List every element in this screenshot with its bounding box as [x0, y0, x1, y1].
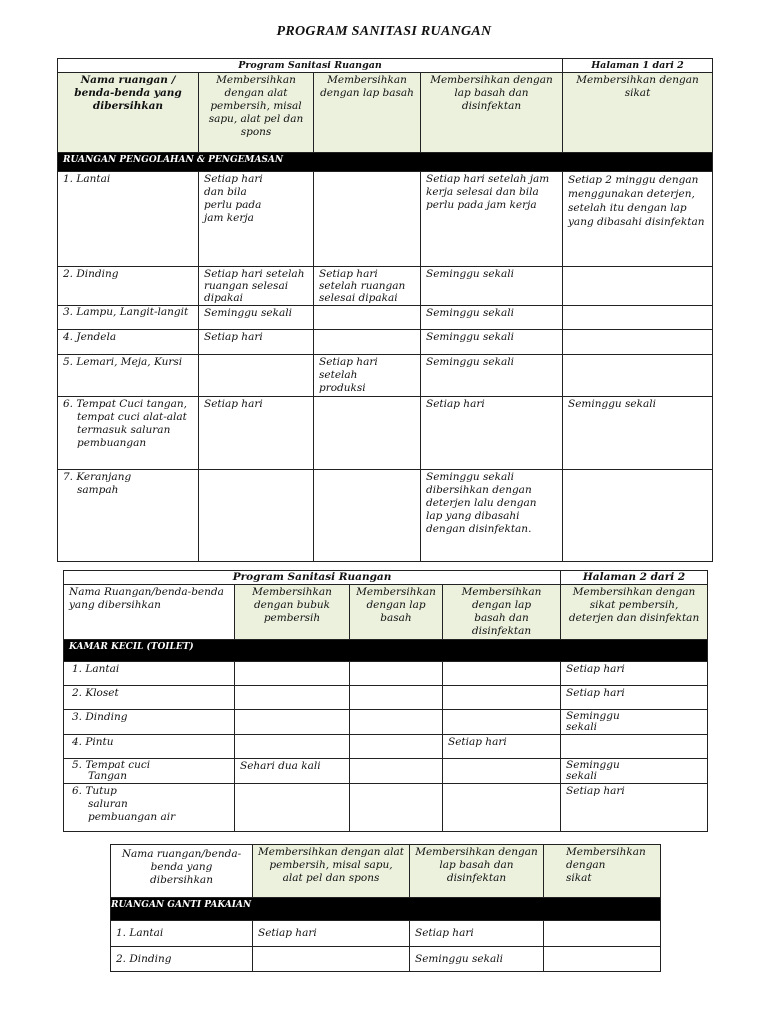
cell-brush: Seminggu sekali: [563, 397, 713, 470]
page-number: Halaman 1 dari 2: [563, 59, 713, 73]
row-item-continuation: saluran pembuangan air: [88, 798, 176, 823]
row-item: [64, 784, 235, 832]
cell-brush-detergent: [561, 735, 708, 759]
table-row: [58, 355, 713, 397]
row-item: 3. Dinding: [64, 710, 235, 735]
column-header-row: [111, 845, 661, 898]
column-header-wet-cloth: Membersihkan dengan lap basah: [314, 73, 421, 153]
section-title: RUANGAN GANTI PAKAIAN: [111, 898, 661, 921]
cell-wet-cloth: [350, 662, 443, 686]
sanitation-table-changing-room: [110, 844, 661, 972]
program-title: Program Sanitasi Ruangan: [64, 571, 561, 585]
row-item: 5. Lemari, Meja, Kursi: [58, 355, 199, 397]
sanitation-table-page-1: [57, 58, 713, 562]
column-header-room: Nama ruangan / benda-benda yang dibersihkan: [58, 73, 199, 153]
table-row: [58, 470, 713, 562]
table-row: [64, 784, 708, 832]
row-item-continuation: Tangan: [88, 770, 127, 782]
cell-wet-cloth: [314, 470, 421, 562]
row-item-label: 5. Tempat cuci: [72, 759, 151, 771]
cell-wet-cloth-disinfectant: [443, 662, 561, 686]
program-title: Program Sanitasi Ruangan: [58, 59, 563, 73]
section-header-row: [64, 640, 708, 662]
cell-wet-cloth: [350, 735, 443, 759]
cell-brush-detergent: Seminggu sekali: [561, 759, 708, 784]
cell-wet-cloth: Setiap hari setelah ruangan selesai dipakai: [314, 267, 421, 306]
row-item: 1. Lantai: [58, 172, 199, 267]
cell-tools: [253, 947, 410, 972]
cell-brush-detergent: Seminggu sekali: [561, 710, 708, 735]
cell-brush-detergent: Setiap hari: [561, 662, 708, 686]
section-header-row: [58, 153, 713, 172]
cell-wet-cloth: [314, 397, 421, 470]
row-item: 2. Dinding: [58, 267, 199, 306]
row-item: 1. Lantai: [64, 662, 235, 686]
cell-brush: Setiap 2 minggu dengan menggunakan deterjen, setelah itu dengan lap yang dibasahi disinfektan: [563, 172, 713, 267]
table-row: [58, 267, 713, 306]
cell-wet-cloth-disinfectant: Seminggu sekali dibersihkan dengan deterjen lalu dengan lap yang dibasahi dengan disinfektan.: [421, 470, 563, 562]
cell-wet-cloth: [314, 306, 421, 330]
cell-brush: [563, 330, 713, 355]
cell-wet-cloth: [350, 784, 443, 832]
cell-wet-cloth-disinfectant: Setiap hari: [410, 921, 544, 947]
column-header-powder: Membersihkan dengan bubuk pembersih: [235, 585, 350, 640]
table-row: [64, 759, 708, 784]
section-header-row: [111, 898, 661, 921]
cell-brush: [544, 947, 661, 972]
cell-wet-cloth-disinfectant: Seminggu sekali: [421, 267, 563, 306]
row-item-continuation: tempat cuci alat-alat termasuk saluran pembuangan: [77, 411, 187, 449]
table-row: [64, 662, 708, 686]
row-item: 3. Lampu, Langit-langit: [58, 306, 199, 330]
cell-wet-cloth-disinfectant: [443, 759, 561, 784]
cell-brush: [563, 267, 713, 306]
cell-tools: Setiap hari dan bila perlu pada jam kerja: [199, 172, 314, 267]
cell-wet-cloth: [350, 710, 443, 735]
section-title: KAMAR KECIL (TOILET): [64, 640, 708, 662]
column-header-tools: Membersihkan dengan alat pembersih, misal sapu, alat pel dan spons: [199, 73, 314, 153]
row-item: 2. Kloset: [64, 686, 235, 710]
cell-tools: Setiap hari: [199, 330, 314, 355]
cell-powder: Sehari dua kali: [235, 759, 350, 784]
cell-wet-cloth: [350, 759, 443, 784]
cell-powder: [235, 686, 350, 710]
cell-brush-detergent: Setiap hari: [561, 784, 708, 832]
column-header-room: Nama Ruangan/benda-benda yang dibersihkan: [64, 585, 235, 640]
cell-wet-cloth: Setiap hari setelah produksi: [314, 355, 421, 397]
column-header-wet-cloth-disinfectant: Membersihkan dengan lap basah dan disinfektan: [410, 845, 544, 898]
table-row: [58, 330, 713, 355]
column-header-row: [64, 585, 708, 640]
program-header-row: [64, 571, 708, 585]
row-item: 4. Jendela: [58, 330, 199, 355]
row-item: 4. Pintu: [64, 735, 235, 759]
table-row: [64, 710, 708, 735]
row-item: 1. Lantai: [111, 921, 253, 947]
row-item: 2. Dinding: [111, 947, 253, 972]
column-header-brush: Membersihkan dengan sikat: [544, 845, 661, 898]
cell-wet-cloth: [350, 686, 443, 710]
cell-wet-cloth-disinfectant: Seminggu sekali: [421, 355, 563, 397]
cell-wet-cloth-disinfectant: [443, 784, 561, 832]
cell-brush-detergent: Setiap hari: [561, 686, 708, 710]
table-row: [58, 172, 713, 267]
row-item: [58, 470, 199, 562]
column-header-wet-cloth: Membersihkan dengan lap basah: [350, 585, 443, 640]
cell-wet-cloth-disinfectant: Seminggu sekali: [421, 306, 563, 330]
cell-brush: [563, 306, 713, 330]
column-header-wet-cloth-disinfectant: Membersihkan dengan lap basah dan disinfektan: [443, 585, 561, 640]
cell-tools: [199, 355, 314, 397]
document-title: PROGRAM SANITASI RUANGAN: [276, 24, 492, 39]
program-header-row: [58, 59, 713, 73]
column-header-tools: Membersihkan dengan alat pembersih, misal sapu, alat pel dan spons: [253, 845, 410, 898]
table-row: [64, 686, 708, 710]
column-header-brush-detergent: Membersihkan dengan sikat pembersih, deterjen dan disinfektan: [561, 585, 708, 640]
cell-wet-cloth-disinfectant: [443, 710, 561, 735]
row-item-label: 6. Tempat Cuci tangan,: [63, 398, 187, 410]
page-number: Halaman 2 dari 2: [561, 571, 708, 585]
table-row: [58, 397, 713, 470]
table-row: [111, 947, 661, 972]
cell-brush: [563, 355, 713, 397]
cell-tools: Seminggu sekali: [199, 306, 314, 330]
cell-powder: [235, 735, 350, 759]
row-item: [58, 397, 199, 470]
cell-powder: [235, 710, 350, 735]
cell-powder: [235, 784, 350, 832]
row-item-continuation: sampah: [77, 484, 119, 496]
cell-wet-cloth-disinfectant: Setiap hari: [443, 735, 561, 759]
column-header-row: [58, 73, 713, 153]
section-title: RUANGAN PENGOLAHAN & PENGEMASAN: [58, 153, 713, 172]
row-item-label: 6. Tutup: [72, 785, 117, 797]
table-row: [58, 306, 713, 330]
sanitation-table-page-2: [63, 570, 708, 832]
cell-wet-cloth-disinfectant: Setiap hari: [421, 397, 563, 470]
cell-wet-cloth-disinfectant: Setiap hari setelah jam kerja selesai dan bila perlu pada jam kerja: [421, 172, 563, 267]
column-header-brush: Membersihkan dengan sikat: [563, 73, 713, 153]
table-row: [111, 921, 661, 947]
cell-wet-cloth: [314, 172, 421, 267]
cell-tools: Setiap hari setelah ruangan selesai dipakai: [199, 267, 314, 306]
column-header-wet-cloth-disinfectant: Membersihkan dengan lap basah dan disinfektan: [421, 73, 563, 153]
cell-tools: Setiap hari: [253, 921, 410, 947]
cell-powder: [235, 662, 350, 686]
row-item: [64, 759, 235, 784]
cell-brush: [563, 470, 713, 562]
column-header-room: Nama ruangan/benda-benda yang dibersihkan: [111, 845, 253, 898]
cell-tools: [199, 470, 314, 562]
table-row: [64, 735, 708, 759]
cell-brush: [544, 921, 661, 947]
row-item-label: 7. Keranjang: [63, 471, 132, 483]
cell-wet-cloth-disinfectant: Seminggu sekali: [410, 947, 544, 972]
cell-tools: Setiap hari: [199, 397, 314, 470]
cell-wet-cloth: [314, 330, 421, 355]
cell-wet-cloth-disinfectant: Seminggu sekali: [421, 330, 563, 355]
cell-wet-cloth-disinfectant: [443, 686, 561, 710]
